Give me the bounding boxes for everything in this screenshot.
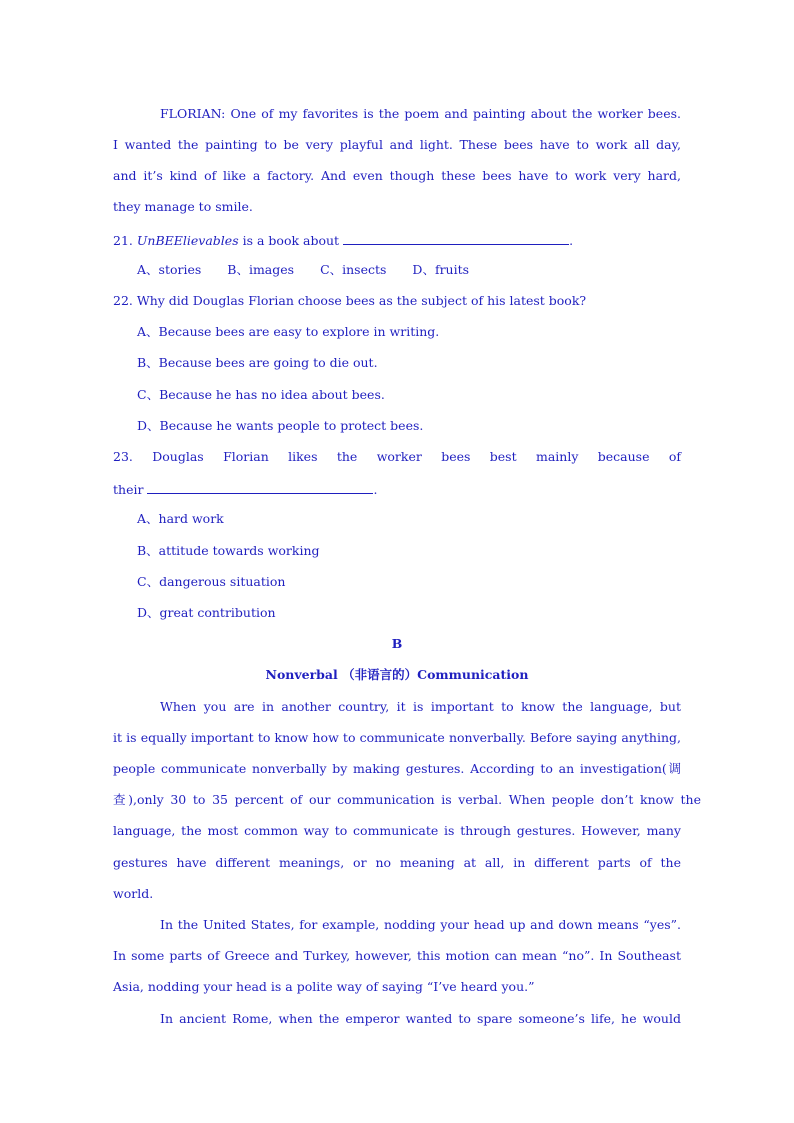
q21-book-title: UnBEElievables — [136, 233, 239, 248]
q21-option-b[interactable]: B、images — [227, 262, 295, 277]
para1-line-4: 查),only 30 to 35 percent of our communication is verbal. When people don’t know the — [113, 792, 701, 807]
q23-answer-blank — [147, 480, 373, 494]
q21-option-d[interactable]: D、fruits — [412, 262, 470, 277]
q22-option-d[interactable]: D、Because he wants people to protect bees. — [137, 418, 424, 433]
q21-options — [137, 262, 705, 278]
q21-answer-blank — [343, 231, 569, 245]
florian-line-3: and it’s kind of like a factory. And even though these bees have to work very hard, — [113, 168, 681, 183]
q23-option-a[interactable]: A、hard work — [137, 511, 224, 526]
q21-number: 21. — [113, 233, 133, 248]
q21-option-c[interactable]: C、insects — [320, 262, 387, 277]
q21-text: is a book about — [242, 233, 340, 248]
question-23-stem-line-2 — [113, 480, 681, 498]
florian-line-4: they manage to smile. — [113, 199, 253, 214]
q22-option-a[interactable]: A、Because bees are easy to explore in writing. — [137, 324, 440, 339]
para1-line-1: When you are in another country, it is important to know the language, but — [160, 699, 681, 714]
q23-stem-start: their — [113, 482, 144, 497]
para2-line-3: Asia, nodding your head is a polite way of saying “I’ve heard you.” — [113, 979, 535, 994]
para1-line-6: gestures have different meanings, or no meaning at all, in different parts of the — [113, 855, 681, 870]
florian-line-2: I wanted the painting to be very playful and light. These bees have to work all day, — [113, 137, 681, 152]
section-letter-b: B — [391, 636, 403, 651]
q23-end: . — [373, 482, 378, 497]
question-23-stem-line-1: 23. Douglas Florian likes the worker bees best mainly because of — [113, 449, 681, 464]
para1-line-7: world. — [113, 886, 154, 901]
q22-option-c[interactable]: C、Because he has no idea about bees. — [137, 387, 385, 402]
q21-end: . — [569, 233, 574, 248]
q23-option-c[interactable]: C、dangerous situation — [137, 574, 286, 589]
para3-line-1: In ancient Rome, when the emperor wanted to spare someone’s life, he would — [160, 1011, 681, 1026]
passage-b-title: Nonverbal （非语言的）Communication — [265, 667, 529, 682]
para2-line-2: In some parts of Greece and Turkey, however, this motion can mean “no”. In Southeast — [113, 948, 681, 963]
para1-line-2: it is equally important to know how to communicate nonverbally. Before saying anything, — [113, 730, 681, 745]
florian-line-1: FLORIAN: One of my favorites is the poem and painting about the worker bees. — [160, 106, 681, 121]
q23-option-b[interactable]: B、attitude towards working — [137, 543, 320, 558]
para1-line-5: language, the most common way to communicate is through gestures. However, many — [113, 823, 681, 838]
para1-line-3: people communicate nonverbally by making gestures. According to an investigation(调 — [113, 761, 681, 776]
question-22-stem: 22. Why did Douglas Florian choose bees as the subject of his latest book? — [113, 293, 587, 308]
q22-option-b[interactable]: B、Because bees are going to die out. — [137, 355, 378, 370]
para2-line-1: In the United States, for example, nodding your head up and down means “yes”. — [160, 917, 681, 932]
question-21 — [113, 231, 681, 249]
q23-option-d[interactable]: D、great contribution — [137, 605, 276, 620]
q21-option-a[interactable]: A、stories — [137, 262, 202, 277]
